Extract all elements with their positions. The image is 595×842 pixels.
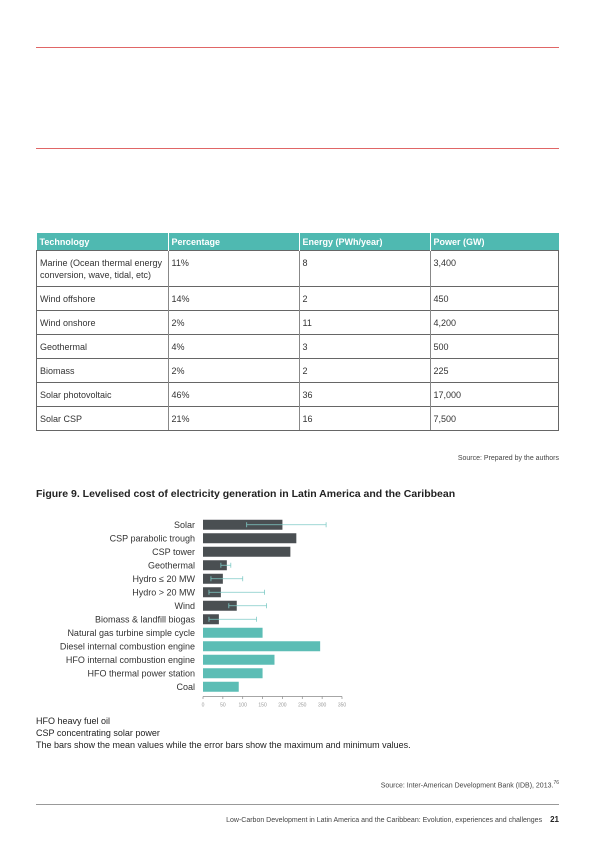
footer-text: Low-Carbon Development in Latin America and the Caribbean: Evolution, experiences and challenges (226, 817, 543, 824)
cell-power: 500 (430, 335, 559, 359)
cell-percentage: 46% (168, 383, 299, 407)
cell-technology: Solar CSP (37, 407, 169, 431)
technology-table (36, 233, 559, 431)
figure-title: Figure 9. Levelised cost of electricity generation in Latin America and the Caribbean (36, 488, 456, 500)
cell-technology: Solar photovoltaic (37, 383, 169, 407)
table-row (37, 335, 559, 359)
bar (203, 547, 290, 557)
header-power: Power (GW) (430, 233, 559, 251)
x-tick-label: 250 (298, 702, 307, 708)
x-tick-label: 100 (238, 702, 247, 708)
header-energy: Energy (PWh/year) (299, 233, 430, 251)
cell-percentage: 4% (168, 335, 299, 359)
table-row (37, 311, 559, 335)
cell-energy: 8 (299, 251, 430, 287)
category-label: Biomass & landfill biogas (94, 614, 195, 625)
bar (203, 655, 274, 665)
footer (226, 815, 559, 824)
cell-percentage: 11% (168, 251, 299, 287)
figure-source-text: Source: Inter-American Development Bank (IDB), 2013. (380, 782, 554, 790)
category-label: HFO thermal power station (87, 668, 195, 679)
bar (203, 628, 263, 638)
category-label: Coal (176, 682, 195, 693)
cell-power: 450 (430, 287, 559, 311)
category-label: Wind (174, 601, 195, 612)
bar (203, 533, 296, 543)
cell-energy: 36 (299, 383, 430, 407)
x-tick-label: 350 (337, 702, 347, 708)
table-row (37, 287, 559, 311)
cell-energy: 3 (299, 335, 430, 359)
bar (203, 668, 263, 678)
header-percentage: Percentage (168, 233, 299, 251)
x-tick-label: 150 (258, 702, 267, 708)
cell-energy: 11 (299, 311, 430, 335)
cell-technology: Wind onshore (37, 311, 169, 335)
figure-notes (36, 715, 411, 751)
cell-energy: 2 (299, 287, 430, 311)
x-tick-label: 200 (278, 702, 287, 708)
table-row (37, 407, 559, 431)
table-row (37, 383, 559, 407)
cell-technology: Wind offshore (37, 287, 169, 311)
cell-power: 225 (430, 359, 559, 383)
footer-rule (36, 804, 559, 805)
cell-energy: 16 (299, 407, 430, 431)
category-label: Natural gas turbine simple cycle (67, 628, 195, 639)
category-label: Solar (173, 520, 195, 531)
cell-power: 3,400 (430, 251, 559, 287)
category-label: HFO internal combustion engine (65, 655, 195, 666)
bar (203, 641, 320, 651)
second-red-rule (36, 148, 559, 149)
cell-percentage: 2% (168, 359, 299, 383)
lcoe-bar-chart (36, 512, 559, 708)
figure-source (381, 780, 559, 789)
page-number: 21 (550, 815, 559, 824)
cell-energy: 2 (299, 359, 430, 383)
x-tick-label: 300 (317, 702, 327, 708)
category-label: Hydro ≤ 20 MW (132, 574, 195, 585)
category-label: CSP tower (152, 547, 195, 558)
cell-power: 7,500 (430, 407, 559, 431)
table-row (37, 251, 559, 287)
table-source: Source: Prepared by the authors (457, 455, 559, 462)
cell-power: 17,000 (430, 383, 559, 407)
cell-power: 4,200 (430, 311, 559, 335)
table-header-row (37, 233, 559, 251)
note-hfo: HFO heavy fuel oil (36, 716, 111, 726)
cell-percentage: 2% (168, 311, 299, 335)
cell-technology: Geothermal (37, 335, 169, 359)
bar (203, 682, 239, 692)
blank-section (36, 48, 559, 148)
category-label: CSP parabolic trough (109, 533, 195, 544)
category-label: Diesel internal combustion engine (59, 641, 195, 652)
cell-percentage: 14% (168, 287, 299, 311)
table-row (37, 359, 559, 383)
cell-technology: Marine (Ocean thermal energy conversion, wave, tidal, etc) (37, 251, 169, 287)
category-label: Geothermal (147, 560, 195, 571)
x-tick-label: 50 (220, 702, 226, 708)
category-label: Hydro > 20 MW (132, 587, 195, 598)
note-error-bars: The bars show the mean values while the error bars show the maximum and minimum values. (36, 740, 411, 750)
figure-source-ref: 76 (553, 780, 559, 786)
x-tick-label: 0 (201, 702, 205, 708)
header-technology: Technology (37, 233, 169, 251)
cell-percentage: 21% (168, 407, 299, 431)
note-csp: CSP concentrating solar power (36, 728, 160, 738)
cell-technology: Biomass (37, 359, 169, 383)
